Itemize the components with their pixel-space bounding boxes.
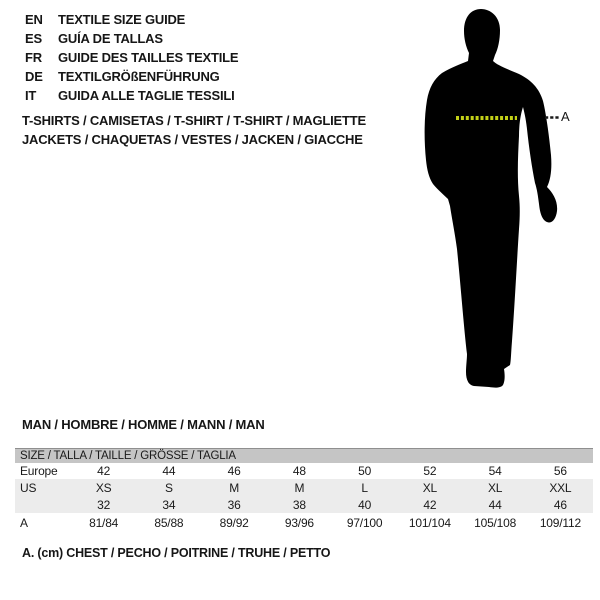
section-title: MAN / HOMBRE / HOMME / MANN / MAN (22, 417, 265, 432)
size-cell: 42 (97, 464, 111, 478)
man-silhouette (425, 9, 558, 388)
language-code: EN (25, 12, 43, 27)
row-label (15, 496, 71, 513)
measurement-footnote: A. (cm) CHEST / PECHO / POITRINE / TRUHE / PETTO (22, 546, 331, 560)
size-cell: 36 (202, 496, 267, 513)
row-label: A (20, 515, 28, 530)
measurement-label-a: A (561, 109, 570, 124)
size-cell: M (267, 479, 332, 496)
size-cell: 81/84 (89, 515, 119, 530)
table-row-us-numeric (15, 496, 593, 513)
table-row-us (15, 479, 593, 496)
size-cell: XS (71, 479, 136, 496)
size-cell: 89/92 (219, 515, 249, 530)
size-cell: XL (463, 479, 528, 496)
size-cell: 38 (267, 496, 332, 513)
language-label: GUIDA ALLE TAGLIE TESSILI (58, 88, 235, 103)
size-cell: XXL (528, 479, 593, 496)
language-label: TEXTILE SIZE GUIDE (58, 12, 186, 27)
size-cell: 44 (463, 496, 528, 513)
category-line: JACKETS / CHAQUETAS / VESTES / JACKEN / GIACCHE (22, 131, 363, 147)
size-cell: 40 (332, 496, 397, 513)
size-cell: L (332, 479, 397, 496)
size-cell: 34 (136, 496, 201, 513)
size-cell: 56 (553, 464, 567, 478)
table-row-europe (15, 463, 593, 479)
language-code: FR (25, 50, 42, 65)
size-cell: 85/88 (154, 515, 184, 530)
size-cell: XL (397, 479, 462, 496)
size-table-header: SIZE / TALLA / TAILLE / GRÖSSE / TAGLIA (15, 449, 593, 464)
size-cell: 105/108 (474, 515, 517, 530)
language-label: GUÍA DE TALLAS (58, 31, 163, 46)
size-cell: 93/96 (284, 515, 314, 530)
language-code: IT (25, 88, 37, 103)
language-label: TEXTILGRÖßENFÜHRUNG (58, 69, 220, 84)
category-line: T-SHIRTS / CAMISETAS / T-SHIRT / T-SHIRT / MAGLIETTE (22, 113, 366, 128)
size-cell: 32 (71, 496, 136, 513)
size-cell: S (136, 479, 201, 496)
size-cell: 50 (358, 464, 372, 478)
size-cell: 46 (528, 496, 593, 513)
language-code: ES (25, 31, 42, 46)
size-cell: 44 (162, 464, 176, 478)
language-label: GUIDE DES TAILLES TEXTILE (58, 50, 239, 65)
size-table-header-row (15, 449, 593, 464)
size-cell: 42 (397, 496, 462, 513)
size-cell: 101/104 (408, 515, 451, 530)
language-code: DE (25, 69, 43, 84)
size-cell: 54 (488, 464, 502, 478)
row-label: US (15, 479, 71, 496)
size-cell: 52 (423, 464, 437, 478)
table-row-chest-cm (15, 513, 593, 532)
size-cell: 97/100 (346, 515, 383, 530)
size-cell: M (202, 479, 267, 496)
row-label: Europe (20, 464, 58, 478)
size-table (15, 448, 593, 532)
size-cell: 48 (292, 464, 306, 478)
size-cell: 46 (227, 464, 241, 478)
size-cell: 109/112 (539, 515, 581, 530)
